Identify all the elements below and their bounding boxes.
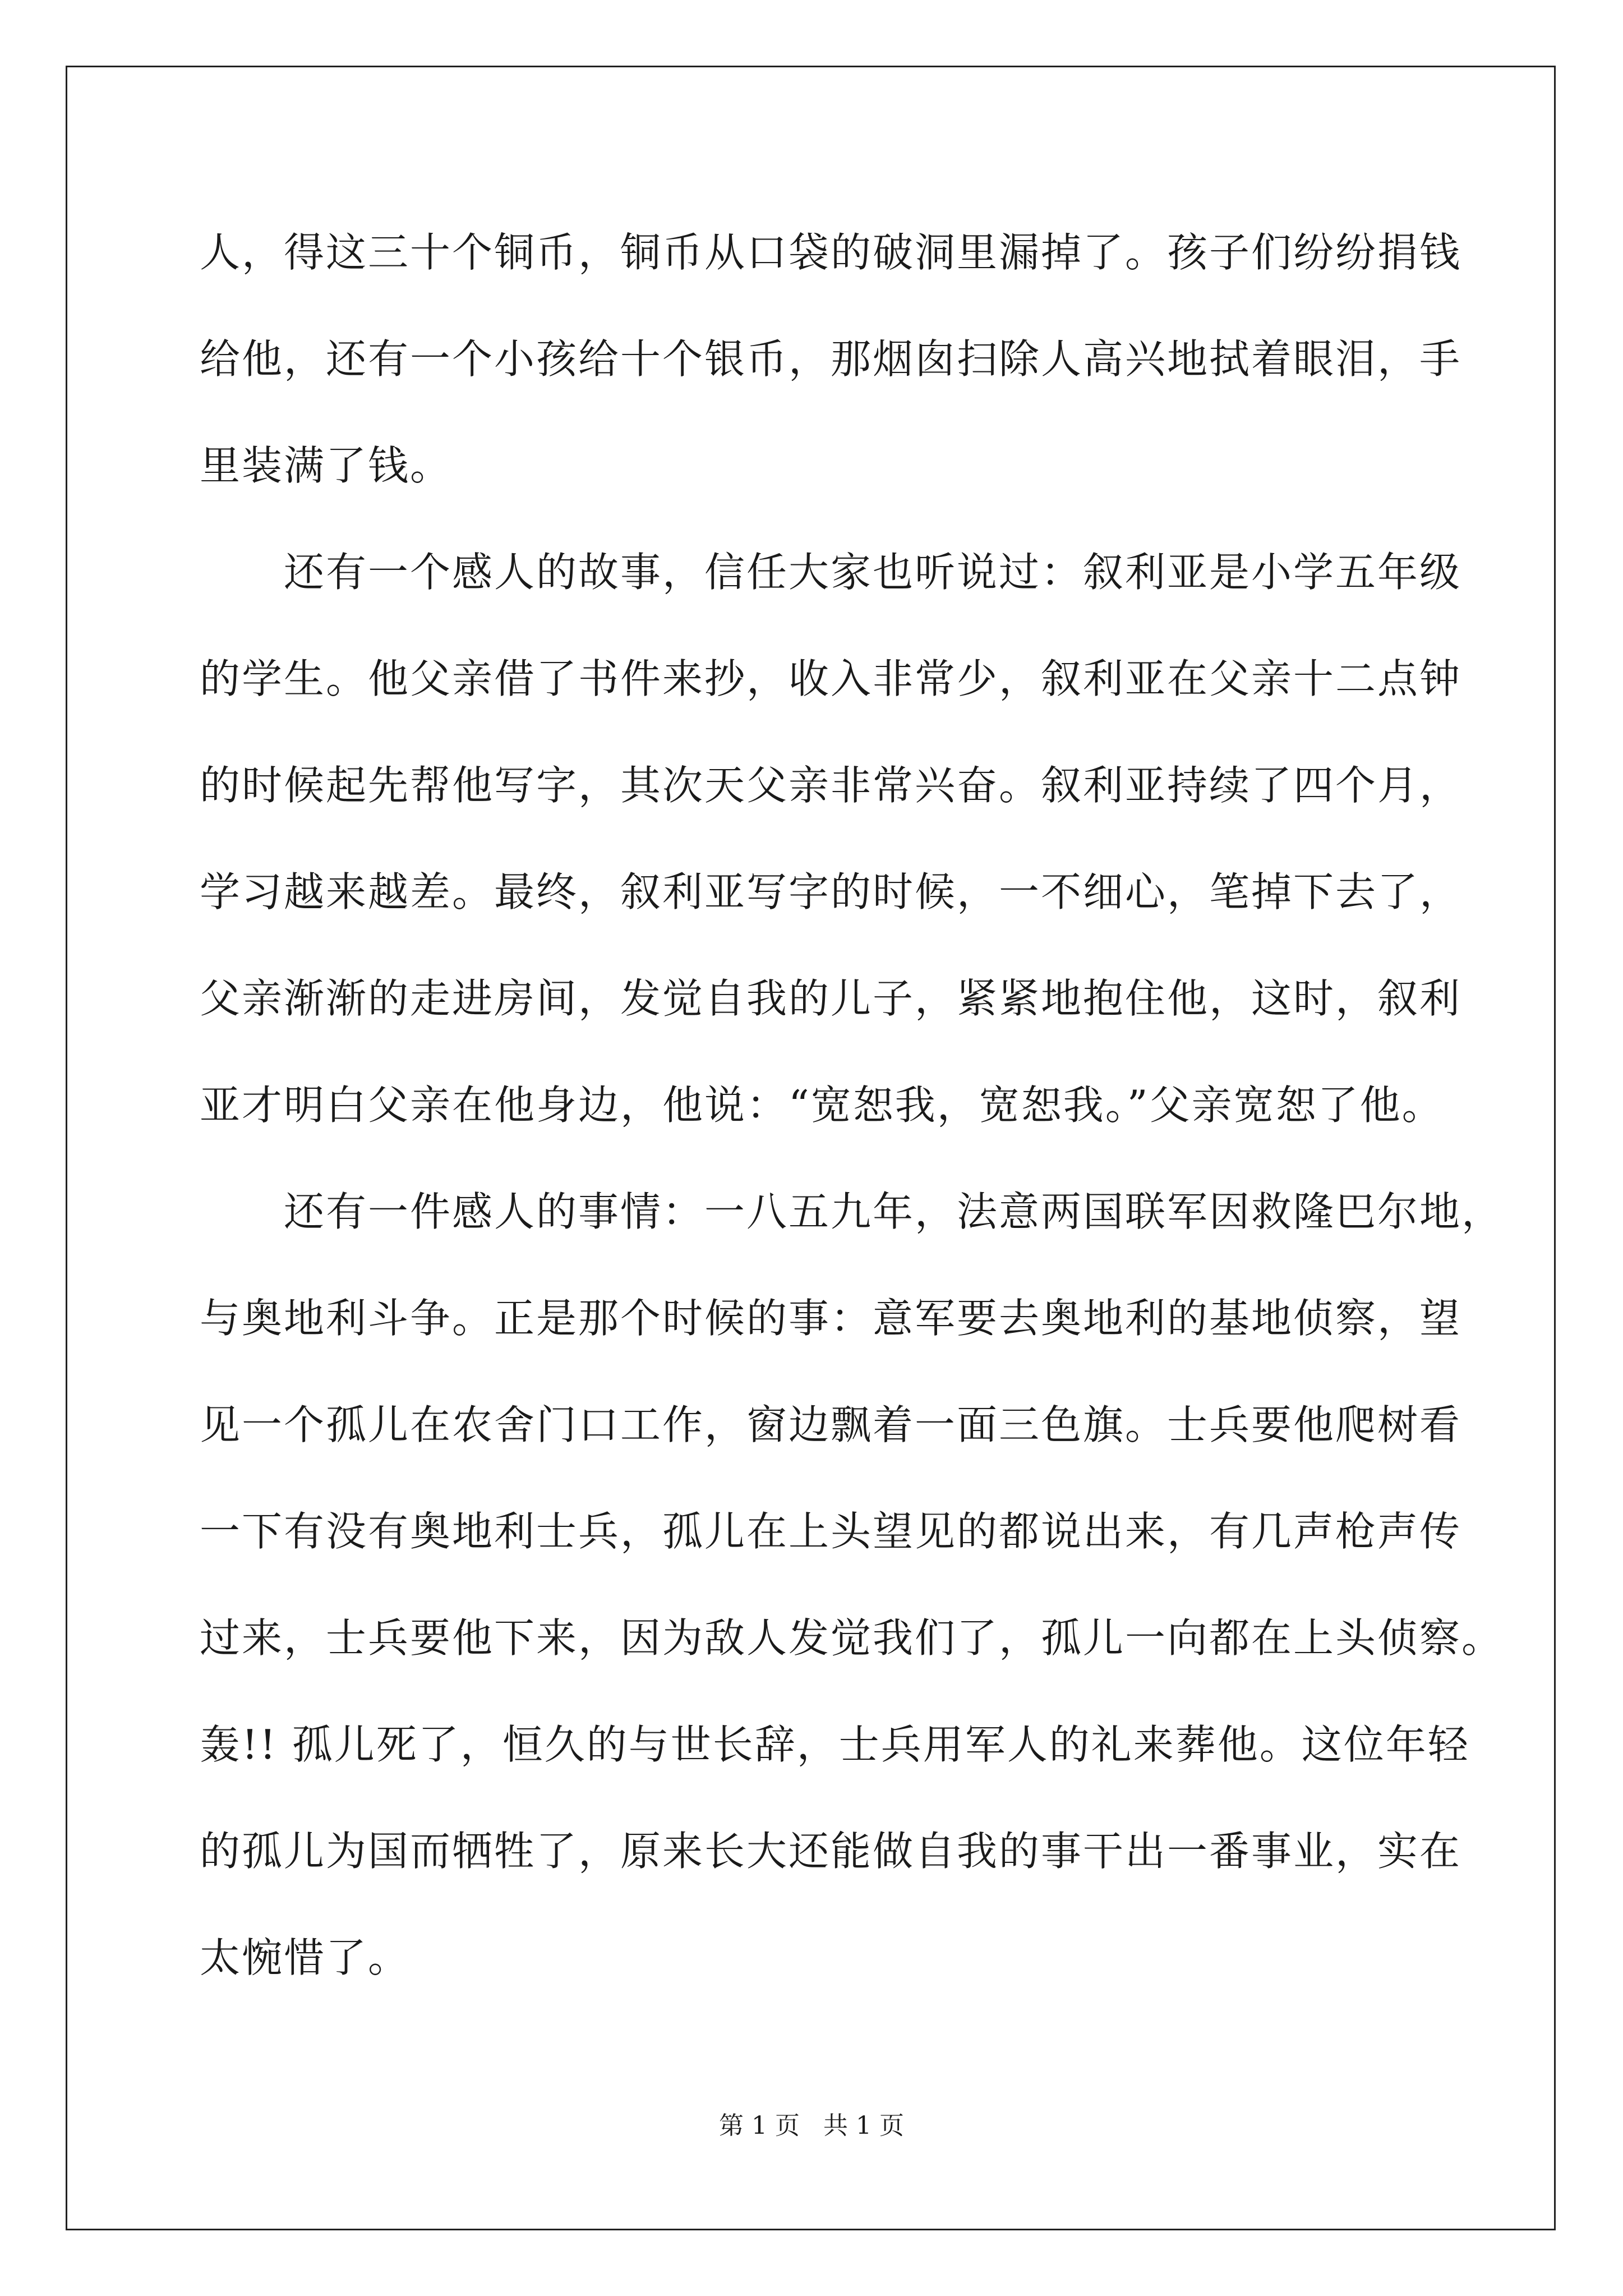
text-line: 轰!! 孤儿死了，恒久的与世长辞，士兵用军人的礼来葬他。这位年轻 [200,1721,1470,1768]
text-line: 见一个孤儿在农舍门口工作，窗边飘着一面三色旗。士兵要他爬树看 [200,1401,1462,1448]
page-number-current: 第 1 页 [719,2111,800,2140]
text-line: 给他，还有一个小孩给十个银币，那烟囱扫除人高兴地拭着眼泪，手 [200,335,1462,383]
text-line: 过来，士兵要他下来，因为敌人发觉我们了，孤儿一向都在上头侦察。 [200,1614,1504,1662]
text-line: 还有一个感人的故事，信任大家也听说过：叙利亚是小学五年级 [200,549,1462,596]
page-footer [0,2109,1623,2143]
text-line: 一下有没有奥地利士兵，孤儿在上头望见的都说出来，有几声枪声传 [200,1508,1462,1555]
text-line: 太惋惜了。 [200,1934,411,1981]
text-line: 父亲渐渐的走进房间，发觉自我的儿子，紧紧地抱住他，这时，叙利 [200,975,1462,1022]
text-line: 亚才明白父亲在他身边，他说：“宽恕我，宽恕我。”父亲宽恕了他。 [200,1082,1444,1129]
text-line: 的时候起先帮他写字，其次天父亲非常兴奋。叙利亚持续了四个月， [200,762,1462,809]
text-line: 还有一件感人的事情：一八五九年，法意两国联军因救隆巴尔地， [200,1188,1504,1235]
page-number-total: 共 1 页 [823,2111,904,2140]
text-line: 里装满了钱。 [200,442,453,489]
text-line: 的学生。他父亲借了书件来抄，收入非常少，叙利亚在父亲十二点钟 [200,655,1462,702]
page-border [66,66,1556,2230]
text-line: 人，得这三十个铜币，铜币从口袋的破洞里漏掉了。孩子们纷纷捐钱 [200,229,1462,276]
text-line: 与奥地利斗争。正是那个时候的事：意军要去奥地利的基地侦察，望 [200,1295,1462,1342]
text-line: 的孤儿为国而牺牲了，原来长大还能做自我的事干出一番事业，实在 [200,1828,1462,1875]
text-line: 学习越来越差。最终，叙利亚写字的时候，一不细心，笔掉下去了， [200,868,1462,915]
